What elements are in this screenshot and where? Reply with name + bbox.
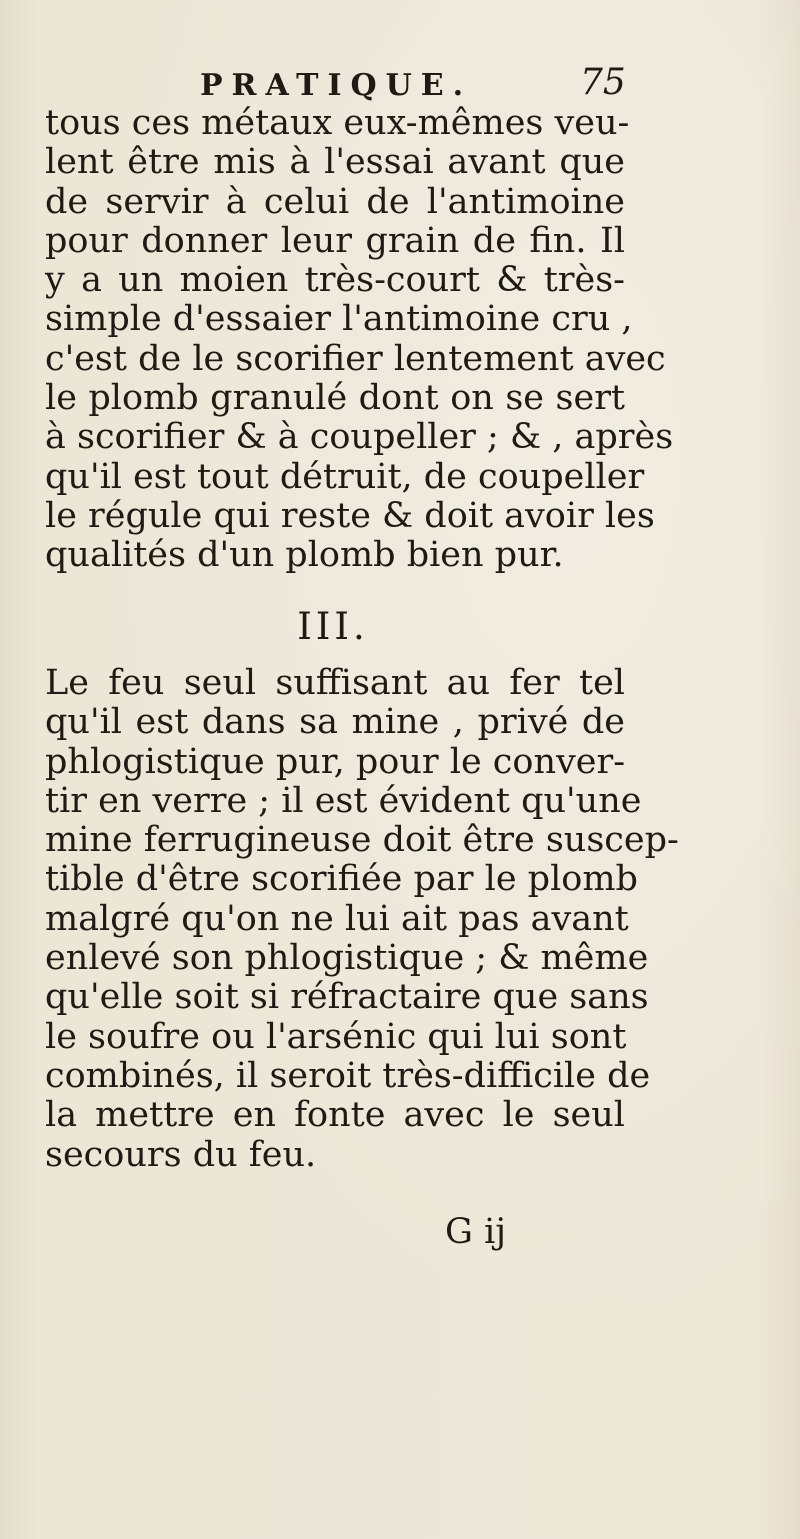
page-number: 75 xyxy=(580,62,626,103)
text-line: de servir à celui de l'antimoine xyxy=(45,181,625,222)
paragraph-2 xyxy=(45,663,679,1175)
section-number: III. xyxy=(297,605,369,648)
text-line: c'est de le scorifier lentement avec xyxy=(45,338,666,379)
text-line: pour donner leur grain de fin. Il xyxy=(45,220,625,261)
running-title: PRATIQUE. xyxy=(200,68,473,103)
text-line: tir en verre ; il est évident qu'une xyxy=(45,780,642,821)
text-line: enlevé son phlogistique ; & même xyxy=(45,938,649,979)
text-line: qualités d'un plomb bien pur. xyxy=(45,535,564,576)
signature-mark: G ij xyxy=(445,1212,507,1252)
text-line: qu'il est tout détruit, de coupeller xyxy=(45,456,645,497)
text-line: le régule qui reste & doit avoir les xyxy=(45,495,655,536)
text-line: tible d'être scorifiée par le plomb xyxy=(45,859,638,900)
text-line: malgré qu'on ne lui ait pas avant xyxy=(45,898,629,939)
text-line: y a un moien très-court & très- xyxy=(45,260,625,301)
text-line: à scorifier & à coupeller ; & , après xyxy=(45,417,674,458)
text-line: combinés, il seroit très-difficile de xyxy=(45,1055,651,1096)
text-line: le soufre ou l'arsénic qui lui sont xyxy=(45,1016,627,1057)
paragraph-1 xyxy=(45,103,674,576)
text-line: Le feu seul suffisant au fer tel xyxy=(45,663,625,703)
text-line: simple d'essaier l'antimoine cru , xyxy=(45,299,633,340)
text-line: secours du feu. xyxy=(45,1134,317,1175)
text-line: la mettre en fonte avec le seul xyxy=(45,1095,625,1136)
text-line: qu'elle soit si réfractaire que sans xyxy=(45,977,649,1018)
text-line: qu'il est dans sa mine , privé de xyxy=(45,702,625,743)
text-line: lent être mis à l'essai avant que xyxy=(45,142,625,183)
text-line: phlogistique pur, pour le conver- xyxy=(45,741,626,782)
text-line: tous ces métaux eux-mêmes veu- xyxy=(45,103,630,143)
text-line: mine ferrugineuse doit être suscep- xyxy=(45,820,679,861)
text-line: le plomb granulé dont on se sert xyxy=(45,378,625,419)
